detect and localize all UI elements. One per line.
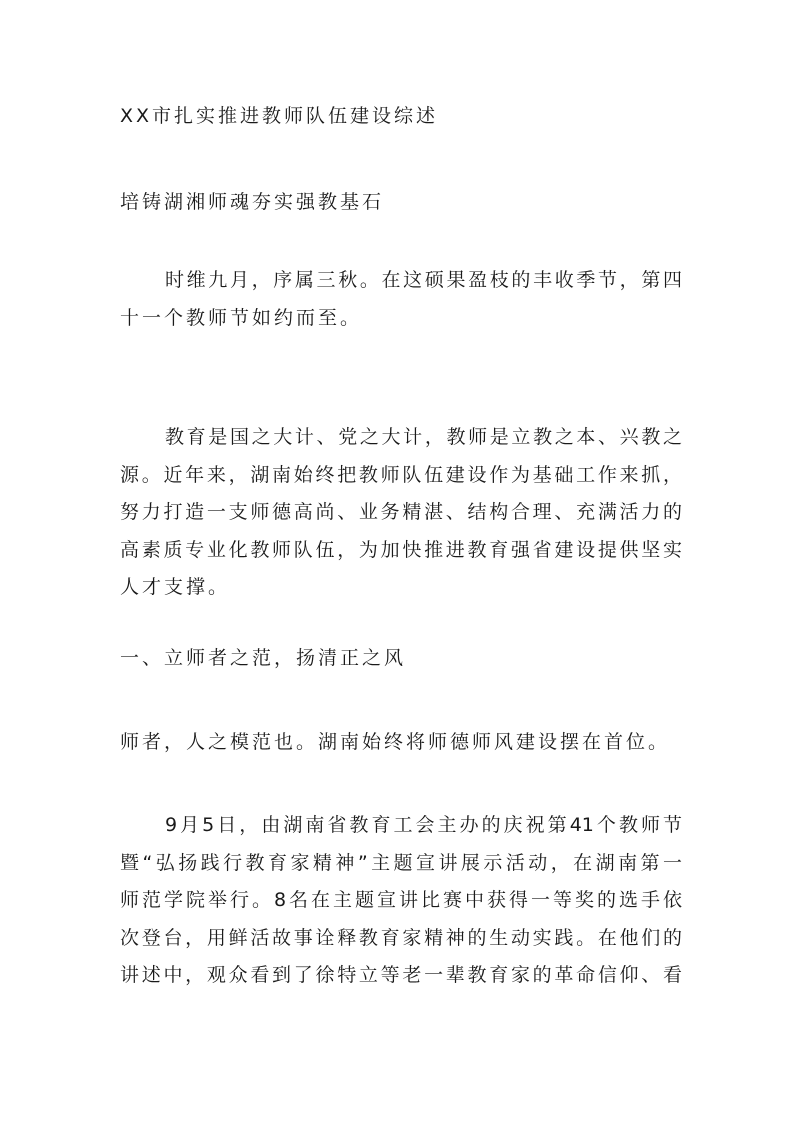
section-lead: 师者，人之模范也。湖南始终将师德师风建设摆在首位。	[120, 731, 671, 753]
paragraph-intro	[120, 262, 682, 337]
paragraph-event	[120, 807, 682, 995]
paragraph-education	[120, 419, 682, 607]
paragraph-line: 时维九月，序属三秋。在这硕果盈枝的丰收季节，第四	[165, 269, 682, 291]
paragraph-line: 暨“弘扬践行教育家精神”主题宣讲展示活动，在湖南第一	[120, 851, 682, 874]
paragraph-line: 十一个教师节如约而至。	[120, 306, 363, 329]
paragraph-line: 次登台，用鲜活故事诠释教育家精神的生动实践。在他们的	[120, 926, 682, 949]
paragraph-line: 努力打造一支师德高尚、业务精湛、结构合理、充满活力的	[120, 501, 682, 523]
paragraph-line: 讲述中，观众看到了徐特立等老一辈教育家的革命信仰、看	[120, 964, 682, 986]
paragraph-line: 源。近年来，湖南始终把教师队伍建设作为基础工作来抓，	[120, 463, 682, 486]
document-subtitle: 培铸湖湘师魂夯实强教基石	[120, 191, 385, 213]
document-title: XX市扎实推进教师队伍建设综述	[120, 105, 439, 127]
paragraph-line: 人才支撑。	[120, 576, 231, 598]
paragraph-line: 9月5日，由湖南省教育工会主办的庆祝第41个教师节	[165, 814, 682, 836]
paragraph-line: 师范学院举行。8名在主题宣讲比赛中获得一等奖的选手依	[120, 889, 682, 911]
paragraph-line: 教育是国之大计、党之大计，教师是立教之本、兴教之	[165, 426, 682, 448]
section-heading: 一、立师者之范，扬清正之风	[120, 647, 407, 669]
paragraph-line: 高素质专业化教师队伍，为加快推进教育强省建设提供坚实	[120, 538, 682, 561]
